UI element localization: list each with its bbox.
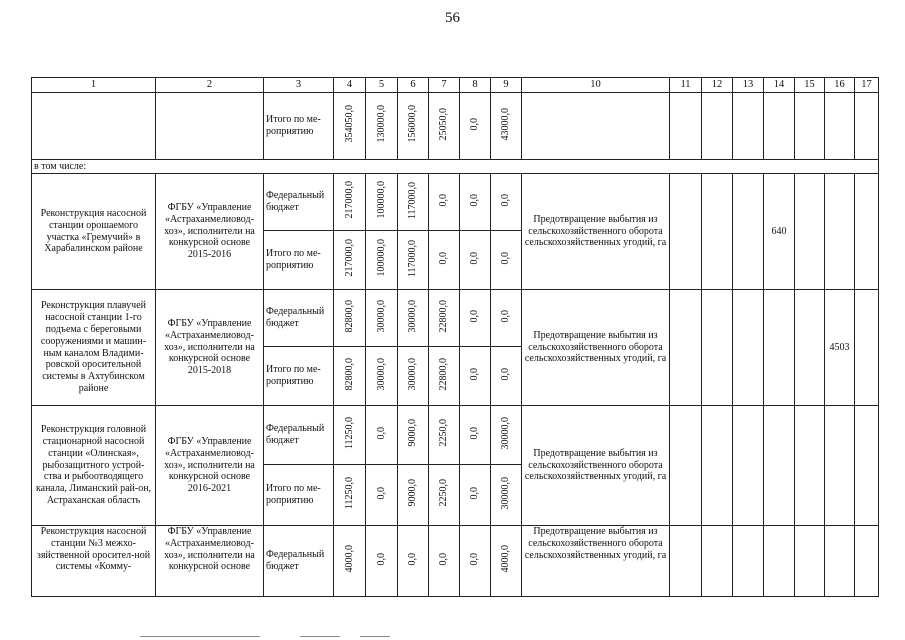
value-cell bbox=[366, 526, 398, 597]
value-cell bbox=[491, 347, 522, 406]
executor-cell bbox=[156, 93, 264, 160]
value-cell bbox=[334, 93, 366, 160]
value-text: 0,0 bbox=[469, 426, 480, 440]
value-cell bbox=[460, 290, 491, 347]
indicator: Предотвращение выбытия из сельскохозяйственного оборота сельскохозяйственных угодий, га bbox=[522, 174, 670, 290]
column-header: 6 bbox=[398, 78, 429, 93]
indicator-value: 4503 bbox=[825, 290, 855, 406]
value-cell bbox=[491, 174, 522, 231]
value-cell bbox=[491, 231, 522, 290]
indicator-value bbox=[764, 290, 795, 406]
value-cell bbox=[334, 526, 366, 597]
value-cell bbox=[334, 231, 366, 290]
value-text: 0,0 bbox=[469, 486, 480, 500]
column-header: 12 bbox=[702, 78, 733, 93]
indicator-value bbox=[855, 174, 879, 290]
funding-type: Итого по ме-роприятию bbox=[264, 93, 334, 160]
column-header: 10 bbox=[522, 78, 670, 93]
value-text: 2250,0 bbox=[438, 479, 449, 507]
indicator-value bbox=[795, 174, 825, 290]
value-cell bbox=[334, 290, 366, 347]
indicator-value bbox=[733, 174, 764, 290]
value-text: 117000,0 bbox=[407, 239, 418, 277]
executor: ФГБУ «Управление «Астраханмелиовод-хоз», исполнители на конкурсной основе bbox=[156, 526, 264, 597]
value-cell bbox=[366, 347, 398, 406]
value-text: 4000,0 bbox=[500, 545, 511, 573]
value-text: 11250,0 bbox=[343, 477, 355, 510]
value-cell bbox=[334, 174, 366, 231]
value-cell bbox=[491, 290, 522, 347]
column-header: 16 bbox=[825, 78, 855, 93]
indicator: Предотвращение выбытия из сельскохозяйственного оборота сельскохозяйственных угодий, га bbox=[522, 526, 670, 597]
indicator-value bbox=[825, 526, 855, 597]
value-text: 0,0 bbox=[375, 552, 387, 566]
cut-line bbox=[140, 636, 260, 637]
value-text: 0,0 bbox=[469, 251, 480, 265]
value-cell bbox=[491, 93, 522, 160]
value-cell bbox=[334, 347, 366, 406]
value-cell bbox=[460, 93, 491, 160]
value-cell bbox=[460, 406, 491, 465]
column-header: 7 bbox=[429, 78, 460, 93]
value-cell bbox=[398, 406, 429, 465]
indicator-value bbox=[855, 406, 879, 526]
funding-type: Итого по ме-роприятию bbox=[264, 347, 334, 406]
value-cell bbox=[366, 465, 398, 526]
indicator: Предотвращение выбытия из сельскохозяйственного оборота сельскохозяйственных угодий, га bbox=[522, 290, 670, 406]
value-text: 117000,0 bbox=[407, 181, 418, 219]
value-cell bbox=[398, 526, 429, 597]
value-text: 0,0 bbox=[407, 552, 418, 566]
value-cell bbox=[366, 93, 398, 160]
value-text: 82800,0 bbox=[343, 357, 355, 391]
value-text: 2250,0 bbox=[438, 419, 449, 447]
value-text: 4000,0 bbox=[343, 545, 355, 573]
indicator-value bbox=[702, 406, 733, 526]
value-text: 30000,0 bbox=[375, 357, 387, 391]
funding-type: Итого по ме-роприятию bbox=[264, 231, 334, 290]
value-cell bbox=[460, 526, 491, 597]
indicator-value bbox=[855, 526, 879, 597]
column-header: 11 bbox=[670, 78, 702, 93]
value-cell bbox=[429, 231, 460, 290]
column-header: 1 bbox=[32, 78, 156, 93]
column-header: 13 bbox=[733, 78, 764, 93]
value-text: 217000,0 bbox=[343, 239, 355, 277]
value-cell bbox=[334, 406, 366, 465]
value-text: 0,0 bbox=[500, 251, 511, 265]
value-cell bbox=[460, 465, 491, 526]
column-header: 15 bbox=[795, 78, 825, 93]
project-name: Реконструкция насосной станции №3 межхо-зяйственной оросител-ной системы «Комму- bbox=[32, 526, 156, 597]
value-cell bbox=[366, 406, 398, 465]
value-cell bbox=[429, 347, 460, 406]
value-text: 0,0 bbox=[438, 552, 449, 566]
value-cell bbox=[429, 465, 460, 526]
indicator-value bbox=[702, 93, 733, 160]
executor: ФГБУ «Управление «Астраханмелиовод-хоз», исполнители на конкурсной основе 2015-2018 bbox=[156, 290, 264, 406]
column-header: 4 bbox=[334, 78, 366, 93]
indicator-value bbox=[733, 526, 764, 597]
value-cell bbox=[460, 174, 491, 231]
indicator-value bbox=[825, 174, 855, 290]
indicator-value bbox=[764, 93, 795, 160]
indicator-value bbox=[702, 174, 733, 290]
project-name: Реконструкция головной стационарной насосной станции «Олинская», рыбозащитного устрой-ства и рыбоотводящего канала, Лиманский рай-он, Астраханская область bbox=[32, 406, 156, 526]
value-cell bbox=[398, 465, 429, 526]
indicator-value: 640 bbox=[764, 174, 795, 290]
value-text: 0,0 bbox=[469, 309, 480, 323]
indicator-value bbox=[670, 526, 702, 597]
value-cell bbox=[491, 465, 522, 526]
indicator-value bbox=[795, 290, 825, 406]
indicator-value bbox=[855, 93, 879, 160]
value-cell bbox=[398, 347, 429, 406]
value-cell bbox=[398, 231, 429, 290]
column-header: 3 bbox=[264, 78, 334, 93]
value-text: 0,0 bbox=[469, 193, 480, 207]
program-table bbox=[31, 77, 879, 597]
value-text: 30000,0 bbox=[500, 416, 511, 450]
indicator-value bbox=[702, 290, 733, 406]
funding-type: Федеральный бюджет bbox=[264, 526, 334, 597]
column-header: 2 bbox=[156, 78, 264, 93]
value-cell bbox=[398, 93, 429, 160]
value-cell bbox=[366, 231, 398, 290]
indicator-cell bbox=[522, 93, 670, 160]
value-text: 100000,0 bbox=[375, 239, 387, 277]
project-name: Реконструкция насосной станции орошаемого участка «Гремучий» в Харабалинском районе bbox=[32, 174, 156, 290]
value-text: 9000,0 bbox=[407, 479, 418, 507]
value-text: 0,0 bbox=[469, 117, 480, 131]
indicator-value bbox=[764, 406, 795, 526]
value-text: 30000,0 bbox=[407, 357, 418, 391]
indicator-value bbox=[670, 290, 702, 406]
value-text: 82800,0 bbox=[343, 299, 355, 333]
indicator-value bbox=[795, 406, 825, 526]
value-text: 0,0 bbox=[375, 486, 387, 500]
value-text: 156000,0 bbox=[407, 105, 418, 143]
page-number: 56 bbox=[445, 10, 460, 26]
value-cell bbox=[429, 290, 460, 347]
value-text: 25050,0 bbox=[438, 107, 449, 141]
value-cell bbox=[491, 406, 522, 465]
indicator-value bbox=[670, 93, 702, 160]
column-header: 5 bbox=[366, 78, 398, 93]
indicator-value bbox=[670, 174, 702, 290]
value-text: 30000,0 bbox=[500, 476, 511, 510]
value-text: 0,0 bbox=[469, 552, 480, 566]
value-cell bbox=[429, 526, 460, 597]
value-cell bbox=[398, 290, 429, 347]
funding-type: Федеральный бюджет bbox=[264, 406, 334, 465]
value-cell bbox=[366, 290, 398, 347]
column-header: 17 bbox=[855, 78, 879, 93]
value-text: 0,0 bbox=[500, 309, 511, 323]
value-text: 100000,0 bbox=[375, 181, 387, 219]
indicator: Предотвращение выбытия из сельскохозяйственного оборота сельскохозяйственных угодий, га bbox=[522, 406, 670, 526]
value-text: 0,0 bbox=[438, 193, 449, 207]
indicator-value bbox=[825, 406, 855, 526]
value-cell bbox=[491, 526, 522, 597]
executor: ФГБУ «Управление «Астраханмелиовод-хоз», исполнители на конкурсной основе 2016-2021 bbox=[156, 406, 264, 526]
column-header: 14 bbox=[764, 78, 795, 93]
value-text: 130000,0 bbox=[375, 105, 387, 143]
value-text: 22800,0 bbox=[438, 357, 449, 391]
value-text: 0,0 bbox=[469, 367, 480, 381]
indicator-value bbox=[670, 406, 702, 526]
cut-line bbox=[300, 636, 340, 637]
value-cell bbox=[429, 406, 460, 465]
funding-type: Федеральный бюджет bbox=[264, 174, 334, 231]
name-cell bbox=[32, 93, 156, 160]
value-text: 0,0 bbox=[375, 426, 387, 440]
indicator-value bbox=[795, 93, 825, 160]
value-cell bbox=[366, 174, 398, 231]
value-text: 354050,0 bbox=[343, 105, 355, 143]
value-text: 43000,0 bbox=[500, 107, 511, 141]
indicator-value bbox=[855, 290, 879, 406]
value-text: 11250,0 bbox=[343, 417, 355, 450]
value-text: 0,0 bbox=[500, 367, 511, 381]
value-cell bbox=[429, 174, 460, 231]
project-name: Реконструкция плавучей насосной станции 1-го подъема с береговыми сооружениями и машин-ным каналом Владими-ровской оросительной системы в Ахтубинском районе bbox=[32, 290, 156, 406]
value-text: 217000,0 bbox=[343, 181, 355, 219]
section-label: в том числе: bbox=[32, 160, 879, 174]
value-cell bbox=[429, 93, 460, 160]
value-text: 9000,0 bbox=[407, 419, 418, 447]
indicator-value bbox=[733, 93, 764, 160]
indicator-value bbox=[733, 406, 764, 526]
value-text: 30000,0 bbox=[375, 299, 387, 333]
column-header: 8 bbox=[460, 78, 491, 93]
value-text: 30000,0 bbox=[407, 299, 418, 333]
executor: ФГБУ «Управление «Астраханмелиовод-хоз», исполнители на конкурсной основе 2015-2016 bbox=[156, 174, 264, 290]
indicator-value bbox=[764, 526, 795, 597]
cut-line bbox=[360, 636, 390, 637]
value-cell bbox=[334, 465, 366, 526]
value-cell bbox=[398, 174, 429, 231]
funding-type: Федеральный бюджет bbox=[264, 290, 334, 347]
indicator-value bbox=[702, 526, 733, 597]
indicator-value bbox=[825, 93, 855, 160]
value-text: 0,0 bbox=[438, 251, 449, 265]
indicator-value bbox=[795, 526, 825, 597]
value-text: 0,0 bbox=[500, 193, 511, 207]
value-cell bbox=[460, 231, 491, 290]
value-cell bbox=[460, 347, 491, 406]
value-text: 22800,0 bbox=[438, 299, 449, 333]
column-header: 9 bbox=[491, 78, 522, 93]
funding-type: Итого по ме-роприятию bbox=[264, 465, 334, 526]
indicator-value bbox=[733, 290, 764, 406]
